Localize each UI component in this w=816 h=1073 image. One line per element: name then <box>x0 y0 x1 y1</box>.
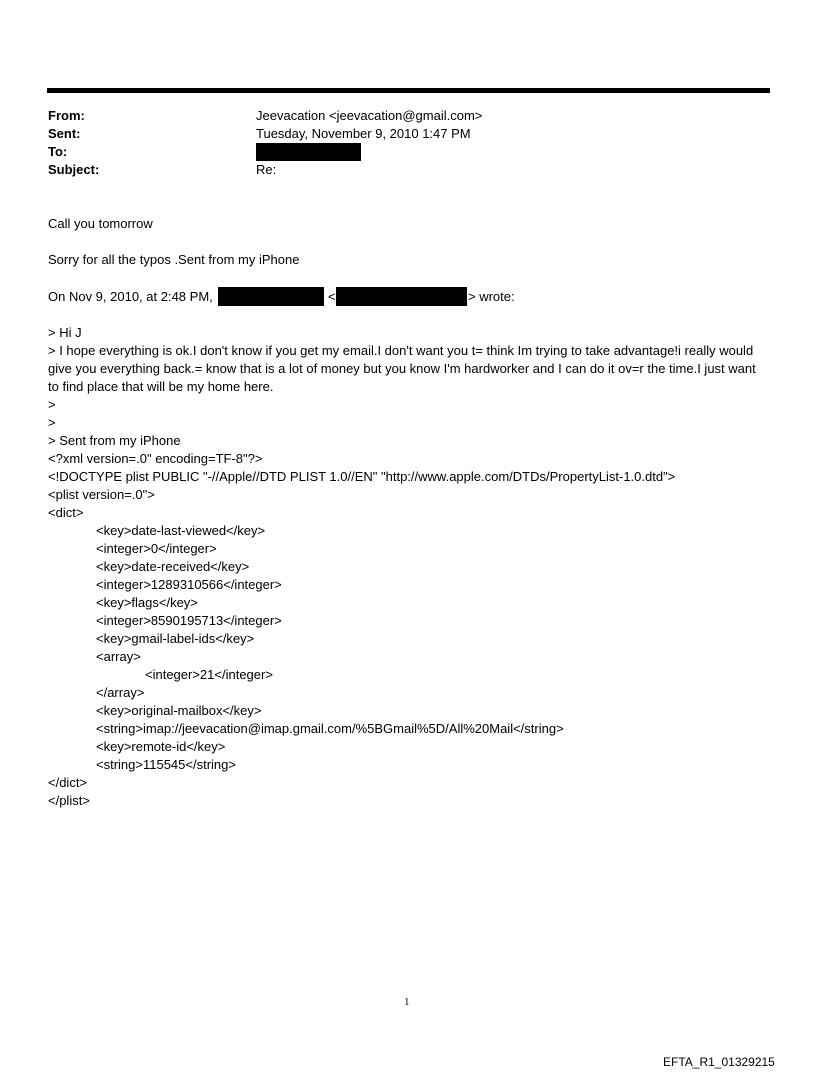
header-rule <box>47 88 770 93</box>
plist-dict-open: <dict> <box>48 505 84 520</box>
plist-line-10: </array> <box>96 685 145 700</box>
plist-line-13: <key>remote-id</key> <box>96 739 226 754</box>
bates-number: EFTA_R1_01329215 <box>663 1055 775 1069</box>
plist-line-8: <array> <box>96 649 141 664</box>
plist-line-2: <integer>0</integer> <box>96 541 217 556</box>
sender-email-redaction <box>336 287 467 306</box>
quote-hi: > Hi J <box>48 325 82 340</box>
plist-line-9: <integer>21</integer> <box>145 667 273 682</box>
quote-gt-2: > <box>48 415 56 430</box>
plist-line-4: <integer>1289310566</integer> <box>96 577 282 592</box>
from-label: From: <box>48 108 85 123</box>
quote-sent: > Sent from my iPhone <box>48 433 181 448</box>
body-line-call: Call you tomorrow <box>48 216 153 231</box>
wrote-suffix: > wrote: <box>468 289 515 304</box>
body-line-sorry: Sorry for all the typos .Sent from my iPhone <box>48 252 300 267</box>
plist-close: </plist> <box>48 793 90 808</box>
plist-line-12: <string>imap://jeevacation@imap.gmail.com/%5BGmail%5D/All%20Mail</string> <box>96 721 564 736</box>
to-label: To: <box>48 144 68 159</box>
to-redaction <box>256 143 361 161</box>
subject-value: Re: <box>256 162 277 177</box>
plist-doctype: <!DOCTYPE plist PUBLIC "-//Apple//DTD PLIST 1.0//EN" "http://www.apple.com/DTDs/PropertyList-1.0.dtd"> <box>48 469 676 484</box>
quote-paragraph: > I hope everything is ok.I don't know if you get my email.I don't want you t= think Im trying to take advantage!i really would give you everything back.= know that is a lot of money but you know I'm hardworker and I can do it ov=r the time.I just want to find place that will be my home here. <box>48 343 756 394</box>
plist-dict-close: </dict> <box>48 775 88 790</box>
wrote-prefix: On Nov 9, 2010, at 2:48 PM, <box>48 289 213 304</box>
plist-line-7: <key>gmail-label-ids</key> <box>96 631 255 646</box>
plist-line-11: <key>original-mailbox</key> <box>96 703 262 718</box>
wrote-lt: < <box>328 289 336 304</box>
plist-xml-decl: <?xml version=.0" encoding=TF-8"?> <box>48 451 263 466</box>
plist-line-5: <key>flags</key> <box>96 595 198 610</box>
plist-line-6: <integer>8590195713</integer> <box>96 613 282 628</box>
quote-gt-1: > <box>48 397 56 412</box>
subject-label: Subject: <box>48 162 100 177</box>
page-number: 1 <box>404 996 410 1008</box>
sender-name-redaction <box>218 287 324 306</box>
plist-line-14: <string>115545</string> <box>96 757 236 772</box>
plist-line-3: <key>date-received</key> <box>96 559 250 574</box>
from-value: Jeevacation <jeevacation@gmail.com> <box>256 108 483 123</box>
sent-value: Tuesday, November 9, 2010 1:47 PM <box>256 126 471 141</box>
sent-label: Sent: <box>48 126 81 141</box>
plist-open: <plist version=.0"> <box>48 487 155 502</box>
plist-line-1: <key>date-last-viewed</key> <box>96 523 266 538</box>
